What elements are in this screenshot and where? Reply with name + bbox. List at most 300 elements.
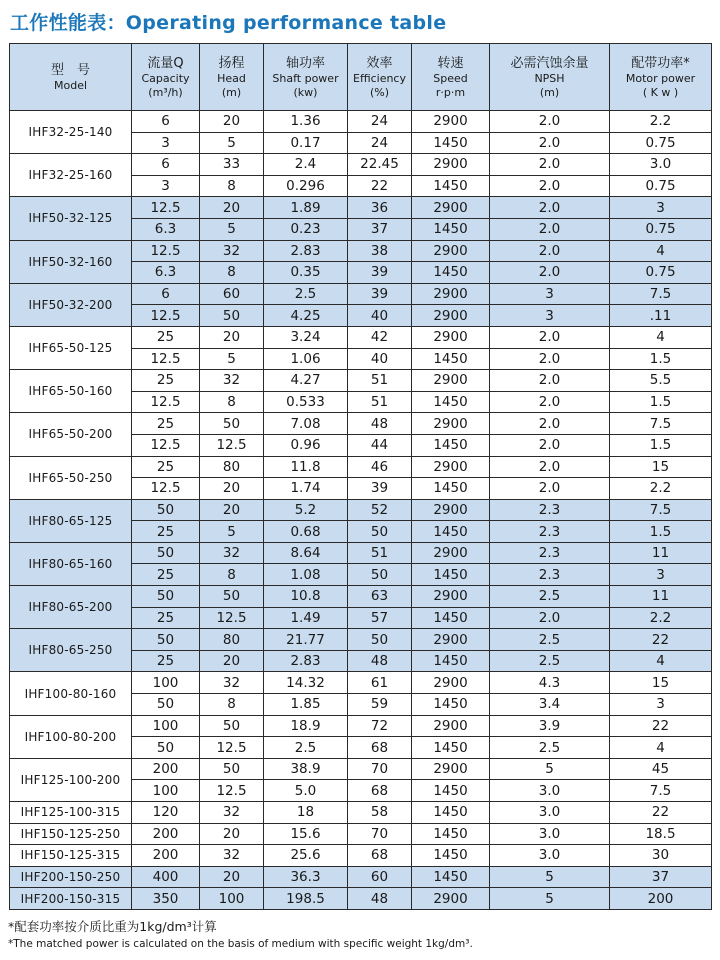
cell-shaft-power: 1.89	[264, 197, 348, 219]
cell-efficiency: 51	[348, 370, 412, 392]
cell-capacity: 25	[132, 564, 200, 586]
cell-efficiency: 68	[348, 780, 412, 802]
cell-npsh: 2.0	[490, 391, 610, 413]
cell-head: 20	[200, 478, 264, 500]
cell-speed: 2900	[412, 240, 490, 262]
cell-head: 8	[200, 391, 264, 413]
cell-npsh: 2.0	[490, 348, 610, 370]
cell-capacity: 25	[132, 456, 200, 478]
cell-motor-power: 0.75	[610, 218, 712, 240]
cell-model: IHF125-100-200	[10, 758, 132, 801]
header-npsh: 必需汽蚀余量 NPSH (m)	[490, 44, 610, 111]
cell-capacity: 25	[132, 650, 200, 672]
cell-model: IHF80-65-200	[10, 586, 132, 629]
cell-head: 80	[200, 629, 264, 651]
cell-shaft-power: 1.06	[264, 348, 348, 370]
cell-speed: 1450	[412, 650, 490, 672]
cell-capacity: 200	[132, 845, 200, 867]
cell-efficiency: 48	[348, 650, 412, 672]
cell-head: 12.5	[200, 607, 264, 629]
header-shaft-power: 轴功率 Shaft power (kw)	[264, 44, 348, 111]
cell-capacity: 3	[132, 175, 200, 197]
cell-head: 20	[200, 197, 264, 219]
cell-speed: 2900	[412, 499, 490, 521]
cell-shaft-power: 2.5	[264, 737, 348, 759]
table-row	[10, 456, 712, 478]
cell-head: 5	[200, 218, 264, 240]
cell-motor-power: 22	[610, 629, 712, 651]
cell-motor-power: 3	[610, 197, 712, 219]
cell-speed: 1450	[412, 607, 490, 629]
cell-capacity: 200	[132, 823, 200, 845]
table-row	[10, 326, 712, 348]
cell-npsh: 2.3	[490, 521, 610, 543]
header-motor-power: 配带功率* Motor power ( K w )	[610, 44, 712, 111]
cell-npsh: 2.3	[490, 542, 610, 564]
cell-efficiency: 70	[348, 823, 412, 845]
cell-npsh: 3.0	[490, 845, 610, 867]
header-head: 扬程 Head (m)	[200, 44, 264, 111]
cell-capacity: 50	[132, 499, 200, 521]
cell-capacity: 12.5	[132, 348, 200, 370]
table-row	[10, 672, 712, 694]
table-row	[10, 823, 712, 845]
cell-head: 32	[200, 240, 264, 262]
header-efficiency: 效率 Efficiency (%)	[348, 44, 412, 111]
cell-npsh: 2.5	[490, 629, 610, 651]
cell-model: IHF125-100-315	[10, 802, 132, 824]
cell-head: 12.5	[200, 737, 264, 759]
cell-capacity: 50	[132, 542, 200, 564]
cell-shaft-power: 11.8	[264, 456, 348, 478]
cell-efficiency: 60	[348, 866, 412, 888]
cell-capacity: 100	[132, 780, 200, 802]
cell-speed: 2900	[412, 672, 490, 694]
cell-npsh: 2.0	[490, 262, 610, 284]
table-row	[10, 715, 712, 737]
cell-head: 32	[200, 802, 264, 824]
header-capacity: 流量Q Capacity (m³/h)	[132, 44, 200, 111]
footnotes	[8, 918, 473, 952]
cell-model: IHF32-25-160	[10, 154, 132, 197]
cell-capacity: 25	[132, 326, 200, 348]
table-row	[10, 866, 712, 888]
cell-motor-power: 7.5	[610, 413, 712, 435]
table-row	[10, 370, 712, 392]
cell-shaft-power: 0.23	[264, 218, 348, 240]
cell-npsh: 3	[490, 283, 610, 305]
cell-shaft-power: 2.83	[264, 240, 348, 262]
cell-head: 12.5	[200, 780, 264, 802]
cell-capacity: 12.5	[132, 240, 200, 262]
cell-efficiency: 22	[348, 175, 412, 197]
cell-model: IHF150-125-315	[10, 845, 132, 867]
cell-motor-power: 4	[610, 737, 712, 759]
cell-speed: 2900	[412, 758, 490, 780]
cell-motor-power: 0.75	[610, 175, 712, 197]
cell-npsh: 2.5	[490, 737, 610, 759]
cell-motor-power: 15	[610, 456, 712, 478]
table-row	[10, 845, 712, 867]
cell-capacity: 100	[132, 715, 200, 737]
cell-speed: 1450	[412, 564, 490, 586]
cell-model: IHF65-50-125	[10, 326, 132, 369]
cell-speed: 2900	[412, 542, 490, 564]
cell-model: IHF65-50-160	[10, 370, 132, 413]
cell-shaft-power: 0.35	[264, 262, 348, 284]
cell-efficiency: 40	[348, 348, 412, 370]
cell-motor-power: 22	[610, 715, 712, 737]
cell-capacity: 12.5	[132, 478, 200, 500]
cell-speed: 2900	[412, 413, 490, 435]
cell-speed: 2900	[412, 305, 490, 327]
cell-head: 50	[200, 715, 264, 737]
cell-shaft-power: 7.08	[264, 413, 348, 435]
cell-head: 32	[200, 370, 264, 392]
cell-head: 20	[200, 650, 264, 672]
cell-motor-power: 3.0	[610, 154, 712, 176]
cell-speed: 2900	[412, 154, 490, 176]
cell-npsh: 2.3	[490, 564, 610, 586]
cell-motor-power: 18.5	[610, 823, 712, 845]
cell-capacity: 12.5	[132, 391, 200, 413]
cell-shaft-power: 5.2	[264, 499, 348, 521]
cell-shaft-power: 10.8	[264, 586, 348, 608]
cell-motor-power: 200	[610, 888, 712, 910]
cell-shaft-power: 8.64	[264, 542, 348, 564]
cell-shaft-power: 38.9	[264, 758, 348, 780]
cell-head: 32	[200, 845, 264, 867]
cell-npsh: 3.0	[490, 802, 610, 824]
cell-head: 50	[200, 758, 264, 780]
cell-npsh: 3	[490, 305, 610, 327]
cell-speed: 2900	[412, 586, 490, 608]
cell-capacity: 6	[132, 111, 200, 133]
cell-efficiency: 50	[348, 521, 412, 543]
cell-shaft-power: 15.6	[264, 823, 348, 845]
cell-head: 50	[200, 586, 264, 608]
cell-model: IHF100-80-160	[10, 672, 132, 715]
cell-head: 20	[200, 326, 264, 348]
cell-motor-power: 30	[610, 845, 712, 867]
table-row	[10, 586, 712, 608]
cell-shaft-power: 36.3	[264, 866, 348, 888]
cell-motor-power: 7.5	[610, 283, 712, 305]
page-title: 工作性能表：Operating performance table	[10, 12, 447, 34]
cell-capacity: 3	[132, 132, 200, 154]
cell-efficiency: 39	[348, 478, 412, 500]
cell-speed: 2900	[412, 629, 490, 651]
cell-motor-power: 2.2	[610, 111, 712, 133]
cell-speed: 1450	[412, 218, 490, 240]
cell-npsh: 2.0	[490, 413, 610, 435]
cell-motor-power: 11	[610, 542, 712, 564]
cell-head: 12.5	[200, 434, 264, 456]
cell-shaft-power: 1.36	[264, 111, 348, 133]
cell-efficiency: 59	[348, 694, 412, 716]
cell-capacity: 50	[132, 694, 200, 716]
cell-motor-power: 2.2	[610, 478, 712, 500]
table-row	[10, 154, 712, 176]
cell-speed: 2900	[412, 197, 490, 219]
cell-capacity: 50	[132, 629, 200, 651]
cell-model: IHF50-32-125	[10, 197, 132, 240]
cell-speed: 1450	[412, 780, 490, 802]
cell-efficiency: 38	[348, 240, 412, 262]
cell-npsh: 2.0	[490, 154, 610, 176]
table-row	[10, 758, 712, 780]
cell-npsh: 2.0	[490, 218, 610, 240]
cell-head: 60	[200, 283, 264, 305]
cell-speed: 1450	[412, 521, 490, 543]
cell-model: IHF65-50-200	[10, 413, 132, 456]
cell-head: 5	[200, 521, 264, 543]
cell-efficiency: 36	[348, 197, 412, 219]
table-row	[10, 499, 712, 521]
cell-capacity: 25	[132, 521, 200, 543]
cell-model: IHF80-65-160	[10, 542, 132, 585]
cell-model: IHF50-32-160	[10, 240, 132, 283]
cell-npsh: 5	[490, 866, 610, 888]
cell-efficiency: 63	[348, 586, 412, 608]
cell-head: 20	[200, 823, 264, 845]
cell-efficiency: 68	[348, 845, 412, 867]
cell-npsh: 2.3	[490, 499, 610, 521]
cell-capacity: 6.3	[132, 218, 200, 240]
cell-npsh: 2.0	[490, 326, 610, 348]
cell-head: 32	[200, 672, 264, 694]
cell-head: 5	[200, 348, 264, 370]
cell-efficiency: 51	[348, 542, 412, 564]
cell-model: IHF100-80-200	[10, 715, 132, 758]
table-body	[10, 111, 712, 910]
cell-speed: 1450	[412, 434, 490, 456]
cell-motor-power: 1.5	[610, 348, 712, 370]
cell-motor-power: 1.5	[610, 521, 712, 543]
performance-table-container	[9, 43, 711, 910]
cell-efficiency: 48	[348, 888, 412, 910]
cell-speed: 1450	[412, 845, 490, 867]
table-row	[10, 413, 712, 435]
cell-npsh: 2.5	[490, 650, 610, 672]
cell-npsh: 2.5	[490, 586, 610, 608]
cell-npsh: 2.0	[490, 240, 610, 262]
cell-shaft-power: 0.17	[264, 132, 348, 154]
cell-npsh: 5	[490, 758, 610, 780]
cell-head: 20	[200, 866, 264, 888]
cell-capacity: 120	[132, 802, 200, 824]
cell-capacity: 12.5	[132, 434, 200, 456]
cell-speed: 2900	[412, 111, 490, 133]
cell-shaft-power: 1.85	[264, 694, 348, 716]
cell-npsh: 2.0	[490, 478, 610, 500]
cell-efficiency: 68	[348, 737, 412, 759]
cell-head: 8	[200, 694, 264, 716]
cell-efficiency: 39	[348, 262, 412, 284]
cell-efficiency: 40	[348, 305, 412, 327]
cell-efficiency: 24	[348, 132, 412, 154]
cell-head: 80	[200, 456, 264, 478]
cell-capacity: 12.5	[132, 305, 200, 327]
cell-capacity: 25	[132, 607, 200, 629]
cell-model: IHF50-32-200	[10, 283, 132, 326]
cell-motor-power: 37	[610, 866, 712, 888]
cell-head: 8	[200, 175, 264, 197]
cell-efficiency: 24	[348, 111, 412, 133]
cell-speed: 1450	[412, 348, 490, 370]
cell-shaft-power: 198.5	[264, 888, 348, 910]
cell-head: 32	[200, 542, 264, 564]
cell-npsh: 2.0	[490, 370, 610, 392]
cell-model: IHF80-65-125	[10, 499, 132, 542]
table-row	[10, 888, 712, 910]
cell-shaft-power: 14.32	[264, 672, 348, 694]
cell-speed: 1450	[412, 132, 490, 154]
cell-npsh: 2.0	[490, 111, 610, 133]
cell-motor-power: 22	[610, 802, 712, 824]
cell-head: 33	[200, 154, 264, 176]
cell-shaft-power: 4.25	[264, 305, 348, 327]
cell-efficiency: 61	[348, 672, 412, 694]
cell-speed: 1450	[412, 478, 490, 500]
cell-speed: 2900	[412, 456, 490, 478]
cell-efficiency: 57	[348, 607, 412, 629]
cell-speed: 1450	[412, 802, 490, 824]
cell-speed: 1450	[412, 823, 490, 845]
table-row	[10, 111, 712, 133]
cell-capacity: 25	[132, 413, 200, 435]
cell-motor-power: 4	[610, 650, 712, 672]
cell-efficiency: 50	[348, 629, 412, 651]
cell-shaft-power: 2.4	[264, 154, 348, 176]
cell-efficiency: 50	[348, 564, 412, 586]
cell-model: IHF200-150-250	[10, 866, 132, 888]
cell-npsh: 4.3	[490, 672, 610, 694]
cell-shaft-power: 21.77	[264, 629, 348, 651]
cell-speed: 1450	[412, 391, 490, 413]
cell-speed: 2900	[412, 326, 490, 348]
footnote-en: *The matched power is calculated on the basis of medium with specific weight 1kg/dm³.	[8, 938, 473, 950]
footnote-cn: *配套功率按介质比重为1kg/dm³计算	[8, 919, 217, 934]
cell-efficiency: 72	[348, 715, 412, 737]
cell-efficiency: 44	[348, 434, 412, 456]
cell-speed: 1450	[412, 694, 490, 716]
cell-speed: 2900	[412, 283, 490, 305]
cell-speed: 1450	[412, 262, 490, 284]
cell-speed: 2900	[412, 715, 490, 737]
cell-motor-power: 4	[610, 326, 712, 348]
cell-speed: 1450	[412, 175, 490, 197]
cell-npsh: 2.0	[490, 434, 610, 456]
cell-head: 50	[200, 413, 264, 435]
cell-shaft-power: 5.0	[264, 780, 348, 802]
cell-shaft-power: 1.49	[264, 607, 348, 629]
cell-motor-power: 11	[610, 586, 712, 608]
cell-speed: 1450	[412, 866, 490, 888]
cell-motor-power: 2.2	[610, 607, 712, 629]
cell-speed: 2900	[412, 888, 490, 910]
cell-model: IHF65-50-250	[10, 456, 132, 499]
cell-shaft-power: 25.6	[264, 845, 348, 867]
table-row	[10, 283, 712, 305]
cell-motor-power: 1.5	[610, 391, 712, 413]
cell-shaft-power: 2.5	[264, 283, 348, 305]
table-row	[10, 802, 712, 824]
cell-npsh: 2.0	[490, 607, 610, 629]
cell-motor-power: 45	[610, 758, 712, 780]
cell-capacity: 12.5	[132, 197, 200, 219]
cell-shaft-power: 4.27	[264, 370, 348, 392]
cell-capacity: 100	[132, 672, 200, 694]
cell-efficiency: 22.45	[348, 154, 412, 176]
cell-motor-power: 15	[610, 672, 712, 694]
cell-shaft-power: 1.08	[264, 564, 348, 586]
cell-head: 8	[200, 564, 264, 586]
cell-npsh: 5	[490, 888, 610, 910]
cell-npsh: 3.0	[490, 780, 610, 802]
cell-head: 8	[200, 262, 264, 284]
performance-table	[9, 43, 712, 910]
table-row	[10, 240, 712, 262]
cell-model: IHF150-125-250	[10, 823, 132, 845]
cell-head: 20	[200, 499, 264, 521]
cell-head: 50	[200, 305, 264, 327]
cell-shaft-power: 0.96	[264, 434, 348, 456]
cell-motor-power: 3	[610, 564, 712, 586]
cell-capacity: 50	[132, 737, 200, 759]
cell-motor-power: 0.75	[610, 132, 712, 154]
table-row	[10, 629, 712, 651]
cell-shaft-power: 0.68	[264, 521, 348, 543]
cell-speed: 1450	[412, 737, 490, 759]
cell-efficiency: 46	[348, 456, 412, 478]
cell-motor-power: 7.5	[610, 780, 712, 802]
cell-efficiency: 42	[348, 326, 412, 348]
cell-capacity: 6	[132, 283, 200, 305]
cell-npsh: 3.4	[490, 694, 610, 716]
cell-shaft-power: 2.83	[264, 650, 348, 672]
cell-model: IHF80-65-250	[10, 629, 132, 672]
table-row	[10, 542, 712, 564]
cell-model: IHF32-25-140	[10, 111, 132, 154]
header-speed: 转速 Speed r·p·m	[412, 44, 490, 111]
cell-npsh: 2.0	[490, 175, 610, 197]
cell-motor-power: 5.5	[610, 370, 712, 392]
cell-capacity: 25	[132, 370, 200, 392]
cell-efficiency: 48	[348, 413, 412, 435]
table-row	[10, 197, 712, 219]
cell-capacity: 200	[132, 758, 200, 780]
cell-head: 100	[200, 888, 264, 910]
cell-npsh: 3.0	[490, 823, 610, 845]
cell-npsh: 2.0	[490, 197, 610, 219]
cell-motor-power: 0.75	[610, 262, 712, 284]
cell-shaft-power: 1.74	[264, 478, 348, 500]
cell-shaft-power: 3.24	[264, 326, 348, 348]
cell-efficiency: 58	[348, 802, 412, 824]
cell-shaft-power: 0.296	[264, 175, 348, 197]
cell-npsh: 2.0	[490, 456, 610, 478]
cell-capacity: 400	[132, 866, 200, 888]
header-model: 型 号 Model	[10, 44, 132, 111]
cell-speed: 2900	[412, 370, 490, 392]
cell-motor-power: .11	[610, 305, 712, 327]
cell-efficiency: 51	[348, 391, 412, 413]
cell-efficiency: 39	[348, 283, 412, 305]
cell-capacity: 50	[132, 586, 200, 608]
cell-capacity: 6.3	[132, 262, 200, 284]
cell-npsh: 2.0	[490, 132, 610, 154]
